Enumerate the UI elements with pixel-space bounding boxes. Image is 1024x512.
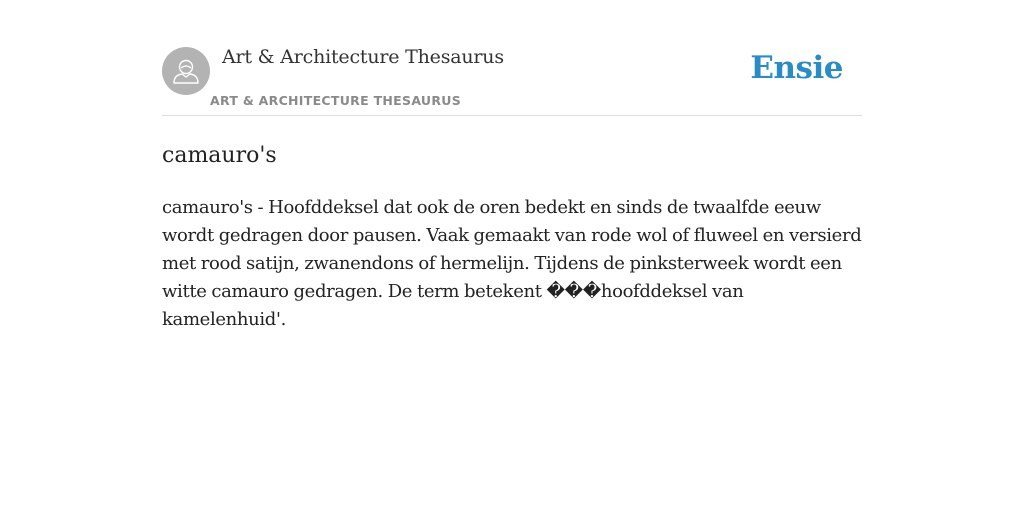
- page-container: [162, 0, 862, 334]
- site-title[interactable]: Art & Architecture Thesaurus: [222, 46, 504, 68]
- entry-definition: camauro's - Hoofddeksel dat ook de oren bedekt en sinds de twaalfde eeuw wordt gedragen door pausen. Vaak gemaakt van rode wol of fluweel en versierd met rood satijn, zwanendons of hermelijn. Tijdens de pinksterweek wordt een witte camauro gedragen. De term betekent ���hoofddeksel van kamelenhuid'.: [162, 197, 862, 330]
- site-subtitle[interactable]: ART & ARCHITECTURE THESAURUS: [210, 93, 462, 108]
- entry-term: camauro's: [162, 143, 277, 168]
- page-header: [162, 0, 862, 116]
- user-icon: [162, 47, 210, 95]
- brand-logo[interactable]: Ensie: [750, 50, 843, 86]
- avatar[interactable]: [162, 47, 210, 95]
